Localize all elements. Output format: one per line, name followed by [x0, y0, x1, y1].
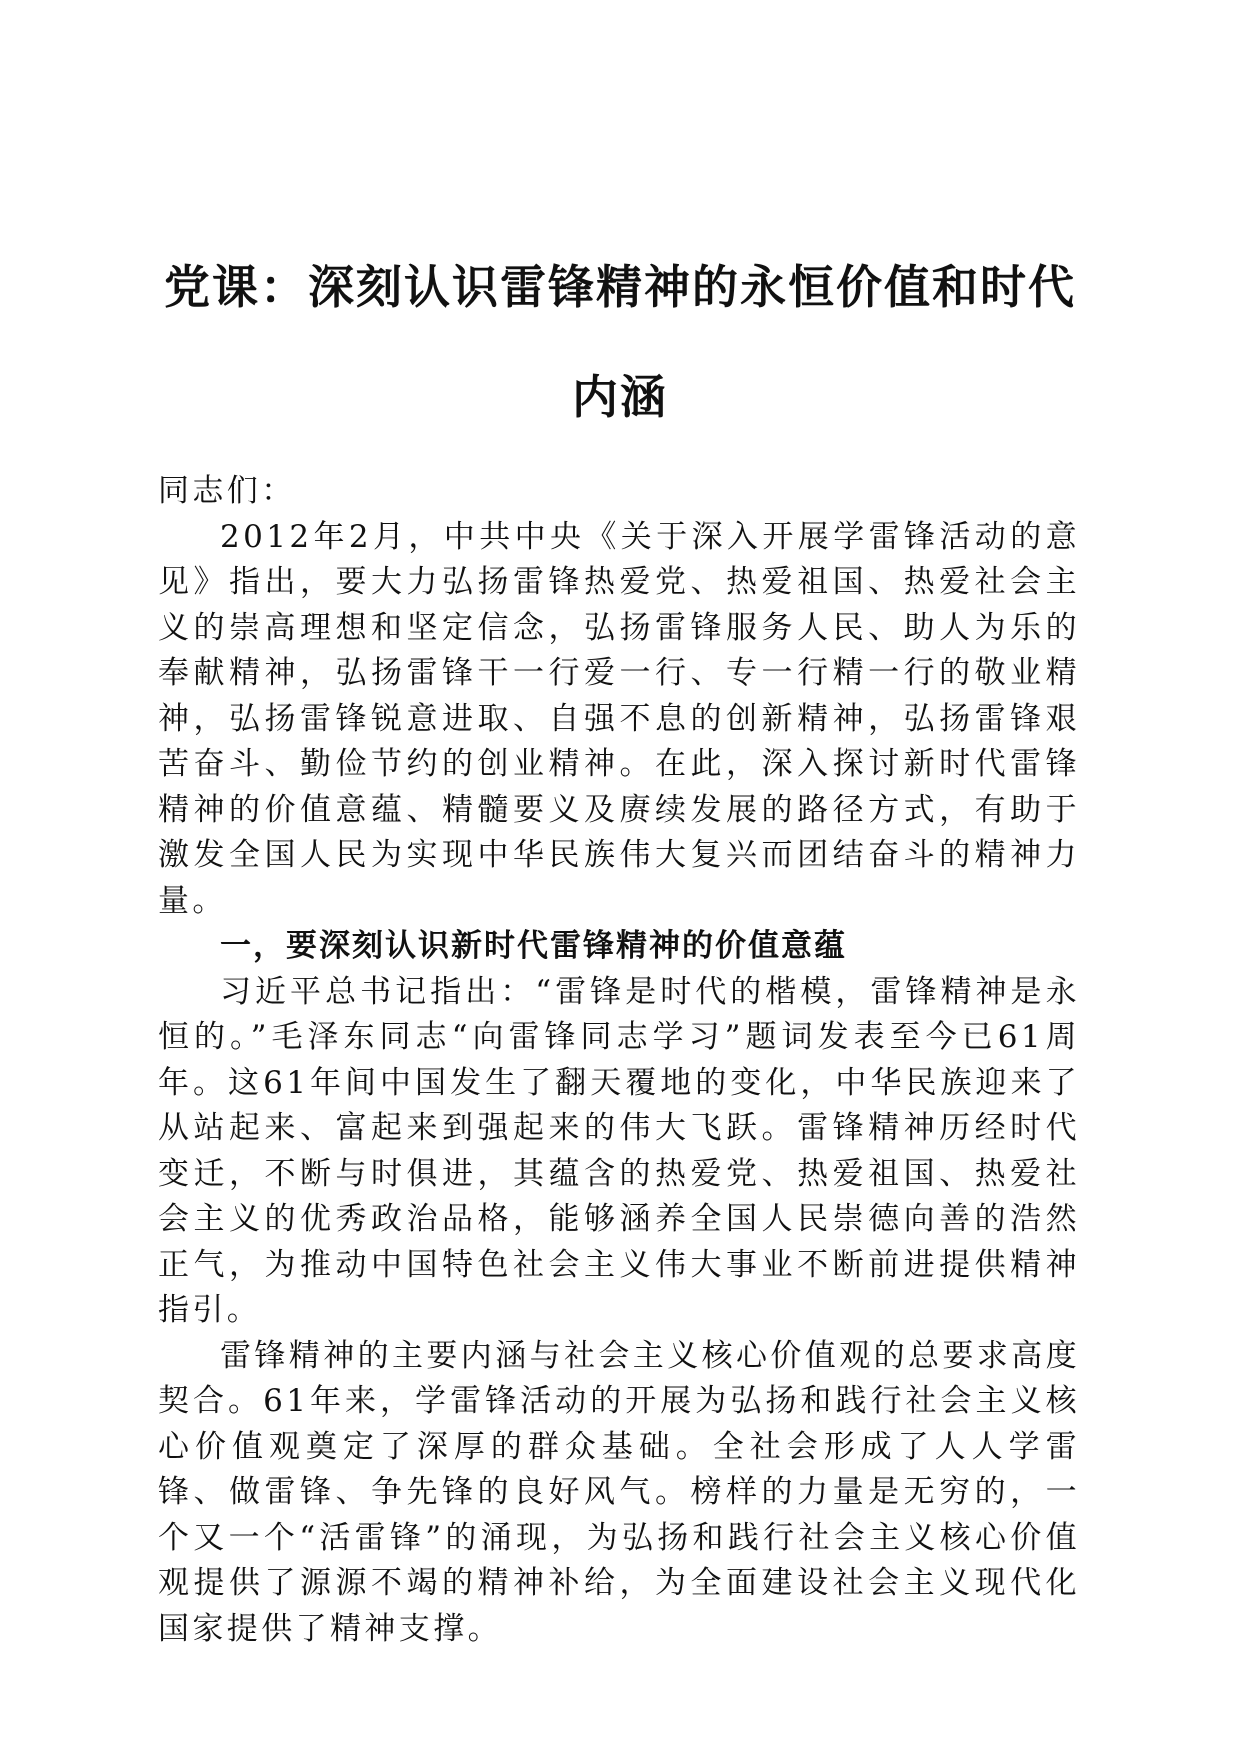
section-paragraph-1: 习近平总书记指出：“雷锋是时代的楷模，雷锋精神是永恒的。”毛泽东同志“向雷锋同志学习”题词发表至今已61周年。这61年间中国发生了翻天覆地的变化，中华民族迎来了从站起来、富起来到强起来的伟大飞跃。雷锋精神历经时代变迁，不断与时俱进，其蕴含的热爱党、热爱祖国、热爱社会主义的优秀政治品格，能够涵养全国人民崇德向善的浩然正气，为推动中国特色社会主义伟大事业不断前进提供精神指引。 [158, 973, 1080, 1328]
section-paragraph-2: 雷锋精神的主要内涵与社会主义核心价值观的总要求高度契合。61年来，学雷锋活动的开展为弘扬和践行社会主义核心价值观奠定了深厚的群众基础。全社会形成了人人学雷锋、做雷锋、争先锋的良好风气。榜样的力量是无穷的，一个又一个“活雷锋”的涌现，为弘扬和践行社会主义核心价值观提供了源源不竭的精神补给，为全面建设社会主义现代化国家提供了精神支撑。 [158, 1337, 1080, 1647]
section-heading: 一，要深刻认识新时代雷锋精神的价值意蕴 [220, 928, 847, 964]
document-body [158, 469, 1080, 1652]
salutation: 同志们： [158, 473, 296, 509]
document-title: 党课：深刻认识雷锋精神的永恒价值和时代内涵 [164, 260, 1076, 424]
intro-paragraph: 2012年2月，中共中央《关于深入开展学雷锋活动的意见》指出，要大力弘扬雷锋热爱党、热爱祖国、热爱社会主义的崇高理想和坚定信念，弘扬雷锋服务人民、助人为乐的奉献精神，弘扬雷锋干一行爱一行、专一行精一行的敬业精神，弘扬雷锋锐意进取、自强不息的创新精神，弘扬雷锋艰苦奋斗、勤俭节约的创业精神。在此，深入探讨新时代雷锋精神的价值意蕴、精髓要义及赓续发展的路径方式，有助于激发全国人民为实现中华民族伟大复兴而团结奋斗的精神力量。 [158, 518, 1080, 919]
